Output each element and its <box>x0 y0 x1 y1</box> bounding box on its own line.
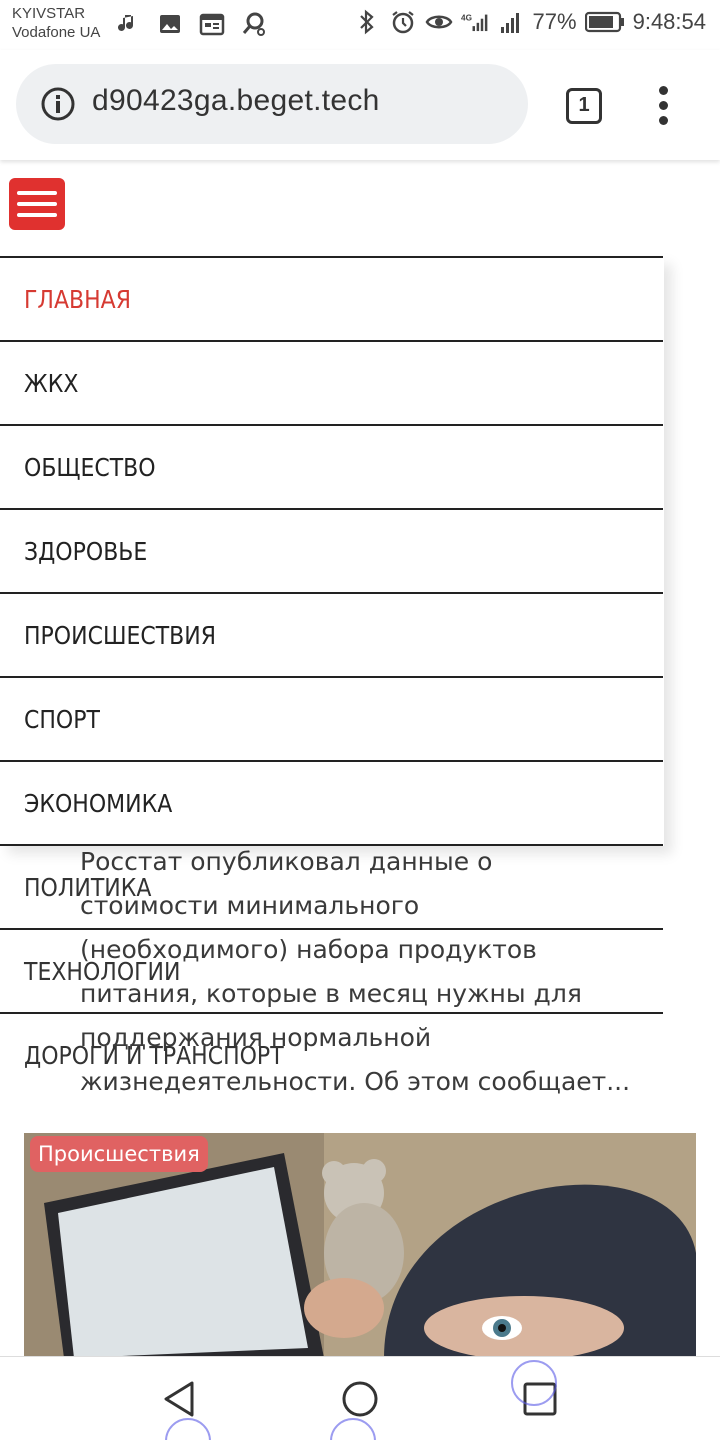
signal-4g-icon <box>461 8 489 36</box>
menu-item-sport[interactable] <box>0 676 663 760</box>
menu-item-label: ЖКХ <box>24 369 79 398</box>
url-text[interactable]: d90423ga.beget.tech <box>92 84 380 117</box>
carrier-name-1: KYIVSTAR <box>12 5 86 22</box>
menu-item-label: ЭКОНОМИКА <box>24 789 173 818</box>
category-tag[interactable]: Происшествия <box>30 1136 208 1172</box>
menu-item-proisshestviya[interactable] <box>0 592 663 676</box>
carrier-info <box>12 4 100 42</box>
status-indicators <box>353 8 706 36</box>
menu-item-label: ДОРОГИ И ТРАНСПОРТ <box>24 1041 284 1070</box>
touch-indicators <box>0 1357 720 1440</box>
eye-icon <box>425 8 453 36</box>
menu-item-ekonomika[interactable] <box>0 760 663 844</box>
search-icon <box>240 10 268 38</box>
svg-text:4G: 4G <box>460 13 472 23</box>
signal-icon <box>497 8 525 36</box>
system-navigation-bar <box>0 1356 720 1440</box>
menu-item-label: ТЕХНОЛОГИИ <box>24 957 181 986</box>
browser-toolbar <box>0 50 720 160</box>
status-bar <box>0 0 720 50</box>
menu-item-label: ПРОИСШЕСТВИЯ <box>24 621 217 650</box>
menu-item-label: ЗДОРОВЬЕ <box>24 537 148 566</box>
tab-switcher-button[interactable]: 1 <box>566 88 602 124</box>
menu-item-politika[interactable] <box>0 844 663 928</box>
image-icon <box>156 10 184 38</box>
excerpt-line: стоимости минимального <box>80 891 420 920</box>
menu-item-zdorovie[interactable] <box>0 508 663 592</box>
excerpt-line: Росстат опубликовал данные о <box>80 847 493 876</box>
article-thumbnail[interactable] <box>24 1133 696 1358</box>
clock: 9:48:54 <box>632 9 706 34</box>
battery-icon <box>585 8 625 36</box>
calendar-icon <box>198 10 226 38</box>
excerpt-line: (необходимого) набора продуктов <box>80 935 537 964</box>
menu-item-tekhnologii[interactable] <box>0 928 663 1012</box>
menu-item-label: ОБЩЕСТВО <box>24 453 156 482</box>
menu-item-glavnaya[interactable] <box>0 256 663 340</box>
menu-item-zhkh[interactable] <box>0 340 663 424</box>
menu-item-label: СПОРТ <box>24 705 100 734</box>
carrier-name-2: Vodafone UA <box>12 24 101 41</box>
excerpt-line: поддержания нормальной <box>80 1023 432 1052</box>
alarm-icon <box>389 8 417 36</box>
main-menu <box>0 256 663 1096</box>
menu-item-dorogi-i-transport[interactable] <box>0 1012 663 1096</box>
menu-item-obshchestvo[interactable] <box>0 424 663 508</box>
hamburger-menu-button[interactable] <box>9 178 65 230</box>
address-bar[interactable] <box>16 64 528 144</box>
excerpt-line: жизнедеятельности. Об этом сообщает... <box>80 1067 631 1096</box>
excerpt-line: питания, которые в месяц нужны для <box>80 979 582 1008</box>
info-icon[interactable] <box>40 86 76 122</box>
music-icon <box>114 10 142 38</box>
overflow-menu-icon[interactable] <box>652 86 676 126</box>
battery-percent: 77% <box>532 9 577 34</box>
menu-item-label: ПОЛИТИКА <box>24 873 152 902</box>
notification-icons <box>114 10 268 38</box>
bluetooth-icon <box>353 8 381 36</box>
menu-item-label: ГЛАВНАЯ <box>24 285 131 314</box>
